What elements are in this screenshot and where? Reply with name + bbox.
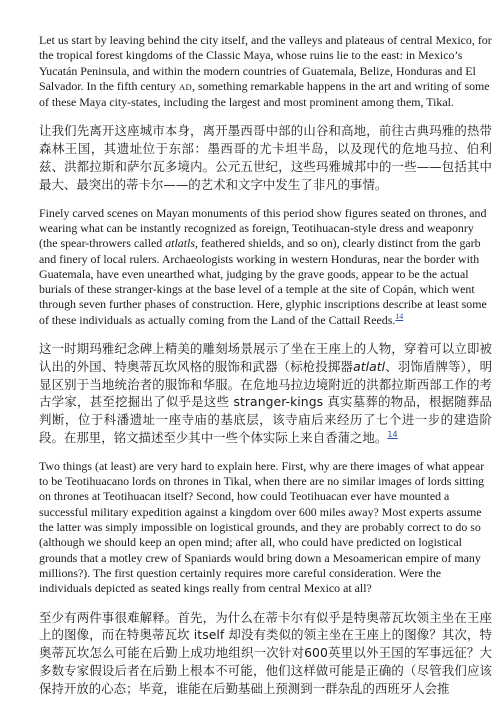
p1-en-text-b: , something remarkable happens in the art and writing of some of these Maya city-states, including the largest and most prominent among them, Tikal. (39, 78, 490, 110)
footnote-link[interactable]: 14 (395, 311, 404, 321)
p1-en-text-a: Let us start by leaving behind the city itself, and the valleys and plateaus of central Mexico, for the tropical forest kingdoms of the Classic Maya, whose ruins lie to the east: in Mexico’s Yucatán Peninsula, and within the modern countries of Guatemala, Belize, Honduras and El Salvador. In the fifth century (39, 33, 492, 93)
p2-en-text-a: Finely carved scenes on Mayan monuments of this period show figures seated on thrones, and wearing what can be instantly recognized as foreign, Teotihuacan-style dress and weaponry (the spear-throwers called (39, 205, 487, 251)
paragraph-3-english: Two things (at least) are very hard to explain here. First, why are there images of what appear to be Teotihuacano lords on thrones in Tikal, when there are no similar images of lords sitting on thrones at Teotihuacan itself? Second, how could Teotihuacan ever have mounted a successful military expedition against a kingdom over 600 miles away? Most experts assume the latter was simply impossible on logistical grounds, and they are probably correct to do so (although we should keep an open mind; after all, who could have predicted on logistical grounds that a motley crew of Spaniards would bring down a Mesoamerican empire of many millions?). The first question certainly requires more careful consideration. Were the individuals depicted as seated kings really from central Mexico at all? (39, 458, 485, 596)
era-abbreviation: AD (179, 81, 193, 92)
atlatl-term: atlatl (353, 358, 386, 374)
atlatls-term: atlatls (165, 236, 195, 251)
paragraph-2-english (39, 206, 492, 328)
paragraph-3-chinese: 至少有两件事很难解释。首先，为什么在蒂卡尔有似乎是特奥蒂瓦坎领主坐在王座上的图像，而在特奥蒂瓦坎 itself 却没有类似的领主坐在王座上的图像？其次，特奥蒂瓦坎怎么可能在后勤上成功地组织一次针对600英里以外王国的军事远征？大多数专家假设后者在后勤上根本不可能，他们这样做可能是正确的（尽管我们应该保持开放的心态；毕竟，谁能在后勤基础上预测到一群杂乱的西班牙人会推 (39, 609, 492, 696)
paragraph-1-chinese: 让我们先离开这座城市本身，离开墨西哥中部的山谷和高地，前往古典玛雅的热带森林王国，其遗址位于东部：墨西哥的尤卡坦半岛，以及现代的危地马拉、伯利兹、洪都拉斯和萨尔瓦多境内。公元五世纪，这些玛雅城邦中的一些——包括其中最大、最突出的蒂卡尔——的艺术和文字中发生了非凡的事情。 (39, 123, 492, 192)
p2-en-text-b: , feathered shields, and so on), clearly distinct from the garb and finery of local rulers. Archaeologists working in western Honduras, near the border with Guatemala, have even unearthed what, judging by the grave goods, appear to be the actual burials of these stranger-kings at the base level of a temple at the site of Copán, which went through seven further phases of construction. Here, glyphic inscriptions describe at least some of these individuals as actually coming from the Land of the Cattail Reeds. (39, 236, 487, 327)
p2-zh-text-b: 、羽饰盾牌等），明显区别于当地统治者的服饰和华服。在危地马拉边境附近的洪都拉斯西部工作的考古学家，甚至挖掘出了似乎是这些 stranger-kings 真实墓葬的物品，根据随葬品判断，位于科潘遗址一座寺庙的基底层，该寺庙后来经历了七个进一步的建造阶段。在那里，铭文描述至少其中一些个体实际上来自香蒲之地。 (39, 358, 493, 446)
footnote-link[interactable]: 14 (387, 429, 398, 439)
paragraph-2-chinese (39, 340, 492, 447)
paragraph-1-english (39, 33, 492, 110)
p2-zh-text-a: 这一时期玛雅纪念碑上精美的雕刻场景展示了坐在王座上的人物，穿着可以立即被认出的外国、特奥蒂瓦坎风格的服饰和武器（标枪投掷器 (39, 341, 492, 374)
